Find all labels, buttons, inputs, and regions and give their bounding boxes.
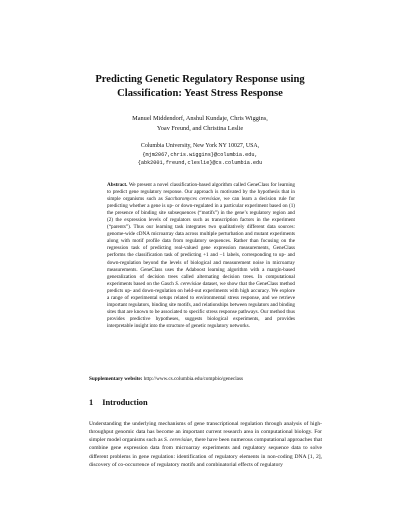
- abstract: [107, 182, 295, 330]
- intro-text-part-1: Understanding the underlying mechanisms of gene transcriptional regulation through analysis of high-throughput genomic data has become an important current research area in computational biology. For simpler model organisms such as: [89, 421, 322, 444]
- section-title: Introduction: [102, 398, 148, 407]
- title-line-2: Classification: Yeast Stress Response: [117, 88, 283, 99]
- abstract-species-1: Saccharomyces cerevisiae: [165, 196, 220, 203]
- author-list: [60, 114, 340, 133]
- section-number: 1: [89, 398, 94, 407]
- emails-line-2: {abk2001,freund,cleslie}@cs.columbia.edu: [137, 160, 263, 166]
- supplementary-url[interactable]: http://www.cs.columbia.edu/compbio/geneclass: [143, 376, 243, 382]
- supplementary-label: Supplementary website:: [89, 376, 143, 382]
- section-heading: [89, 398, 148, 408]
- intro-text-part-2: , there have been numerous computational approaches that combine gene expression data from microarray experiments and regulatory sequence data to solve different problems in gene regulation: identification of regulatory elements in non-coding DNA [1, 2], discovery of co-occurrence of regulatory motifs and combinatorial effects of regulatory: [89, 437, 322, 468]
- affiliation: Columbia University, New York NY 10027, USA,: [140, 143, 260, 149]
- introduction-paragraph: [89, 420, 322, 469]
- supplementary-website: [89, 376, 329, 383]
- abstract-text-part-2: , we can learn a decision rule for predicting whether a gene is up- or down-regulated in a particular experiment based on (1) the presence of binding site subsequences (“motifs”) in the gene’s regulatory region and (2) the expression levels of regulators such as transcription factors in the experiment (“parents”). Thus our learning task integrates two qualitatively different data sources: genome-wide cDNA microarray data across multiple perturbation and mutant experiments along with motif profile data from regulatory sequences. Rather than focusing on the regression task of predicting real-valued gene expression measurements, GeneClass performs the classification task of predicting +1 and −1 labels, corresponding to up- and down-regulation beyond the levels of biological and measurement noise in microarray measurements. GeneClass uses the Adaboost learning algorithm with a margin-based generalization of decision trees called alternating decision trees. In computational experiments based on the Gasch: [107, 196, 295, 287]
- title-line-1: Predicting Genetic Regulatory Response using: [95, 74, 305, 85]
- authors-line-1: Manuel Middendorf, Anshul Kundaje, Chris Wiggins,: [132, 115, 268, 122]
- paper-title: [60, 73, 340, 101]
- abstract-species-2: S. cerevisiae: [175, 280, 202, 287]
- intro-species: S. cerevisiae: [164, 437, 192, 444]
- emails-line-1: {mjm2067,chris.wiggins}@columbia.edu,: [142, 151, 258, 158]
- abstract-label: Abstract.: [107, 182, 128, 188]
- abstract-text-part-1: We present a novel classification-based algorithm called GeneClass for learning to predict gene regulatory response. Our approach is motivated by the hypothesis that in simple organisms such as: [107, 182, 295, 203]
- affiliation-block: [60, 142, 340, 168]
- authors-line-2: Yoav Freund, and Christina Leslie: [156, 124, 244, 132]
- abstract-text-part-3: dataset, we show that the GeneClass method predicts up- and down-regulation on held-out experiments with high accuracy. We explore a range of experimental setups related to environmental stress response, and we retrieve important regulators, binding site motifs, and relationships between regulators and binding sites that are known to be associated to specific stress response pathways. Our method thus provides predictive hypotheses, suggests biological experiments, and provides interpretable insight into the structure of genetic regulatory networks.: [107, 280, 295, 329]
